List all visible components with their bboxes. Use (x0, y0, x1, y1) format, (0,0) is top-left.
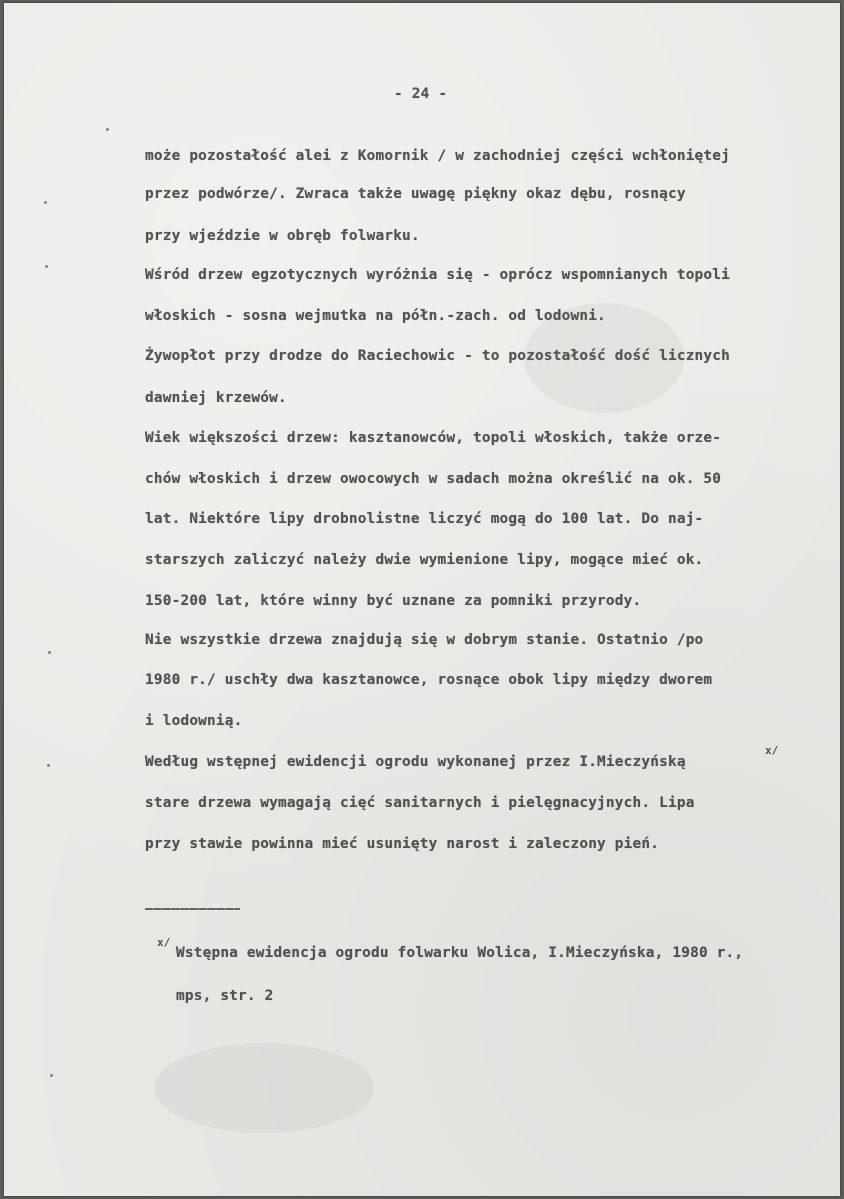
body-line: stare drzewa wymagają cięć sanitarnych i pielęgnacyjnych. Lipa (145, 795, 695, 811)
document-page (4, 3, 840, 1196)
body-line: lat. Niektóre lipy drobnolistne liczyć mogą do 100 lat. Do naj- (145, 511, 704, 527)
body-line: dawniej krzewów. (145, 390, 287, 406)
paper-speck (48, 651, 51, 654)
paper-speck (106, 128, 109, 131)
body-line: i lodownią. (145, 713, 243, 729)
paper-speck (44, 201, 47, 204)
body-line: Wśród drzew egzotycznych wyróżnia się - oprócz wspomnianych topoli (145, 267, 731, 283)
body-line: starszych zaliczyć należy dwie wymienione lipy, mogące mieć ok. (145, 552, 704, 568)
footnote-separator (145, 908, 240, 910)
paper-speck (50, 1074, 53, 1077)
body-line: przy wjeździe w obręb folwarku. (145, 228, 420, 244)
body-line: Żywopłot przy drodze do Raciechowic - to pozostałość dość licznych (145, 348, 731, 364)
body-line: przy stawie powinna mieć usunięty narost i zaleczony pień. (145, 836, 660, 852)
paper-speck (47, 764, 50, 767)
paper-speck (45, 265, 48, 268)
page-number: - 24 - (394, 86, 448, 102)
body-line: może pozostałość alei z Komornik / w zachodniej części wchłoniętej (145, 148, 731, 164)
footnote-line: mps, str. 2 (176, 988, 274, 1004)
body-line: Wiek większości drzew: kasztanowców, topoli włoskich, także orze- (145, 430, 722, 446)
paper-smudge (154, 1043, 374, 1133)
footnote-line: Wstępna ewidencja ogrodu folwarku Wolica, I.Mieczyńska, 1980 r., (176, 945, 744, 961)
footnote-mark: x/ (157, 936, 171, 949)
body-line: przez podwórze/. Zwraca także uwagę piękny okaz dębu, rosnący (145, 186, 686, 202)
body-line: chów włoskich i drzew owocowych w sadach można określić na ok. 50 (145, 471, 722, 487)
body-line: włoskich - sosna wejmutka na półn.-zach. od lodowni. (145, 308, 606, 324)
paper-smudge (524, 303, 684, 413)
body-line: 1980 r./ uschły dwa kasztanowce, rosnące obok lipy między dworem (145, 672, 713, 688)
body-line: Według wstępnej ewidencji ogrodu wykonanej przez I.Mieczyńską (145, 754, 686, 770)
footnote-reference-mark: x/ (765, 744, 779, 757)
body-line: Nie wszystkie drzewa znajdują się w dobrym stanie. Ostatnio /po (145, 632, 704, 648)
body-line: 150-200 lat, które winny być uznane za pomniki przyrody. (145, 593, 642, 609)
